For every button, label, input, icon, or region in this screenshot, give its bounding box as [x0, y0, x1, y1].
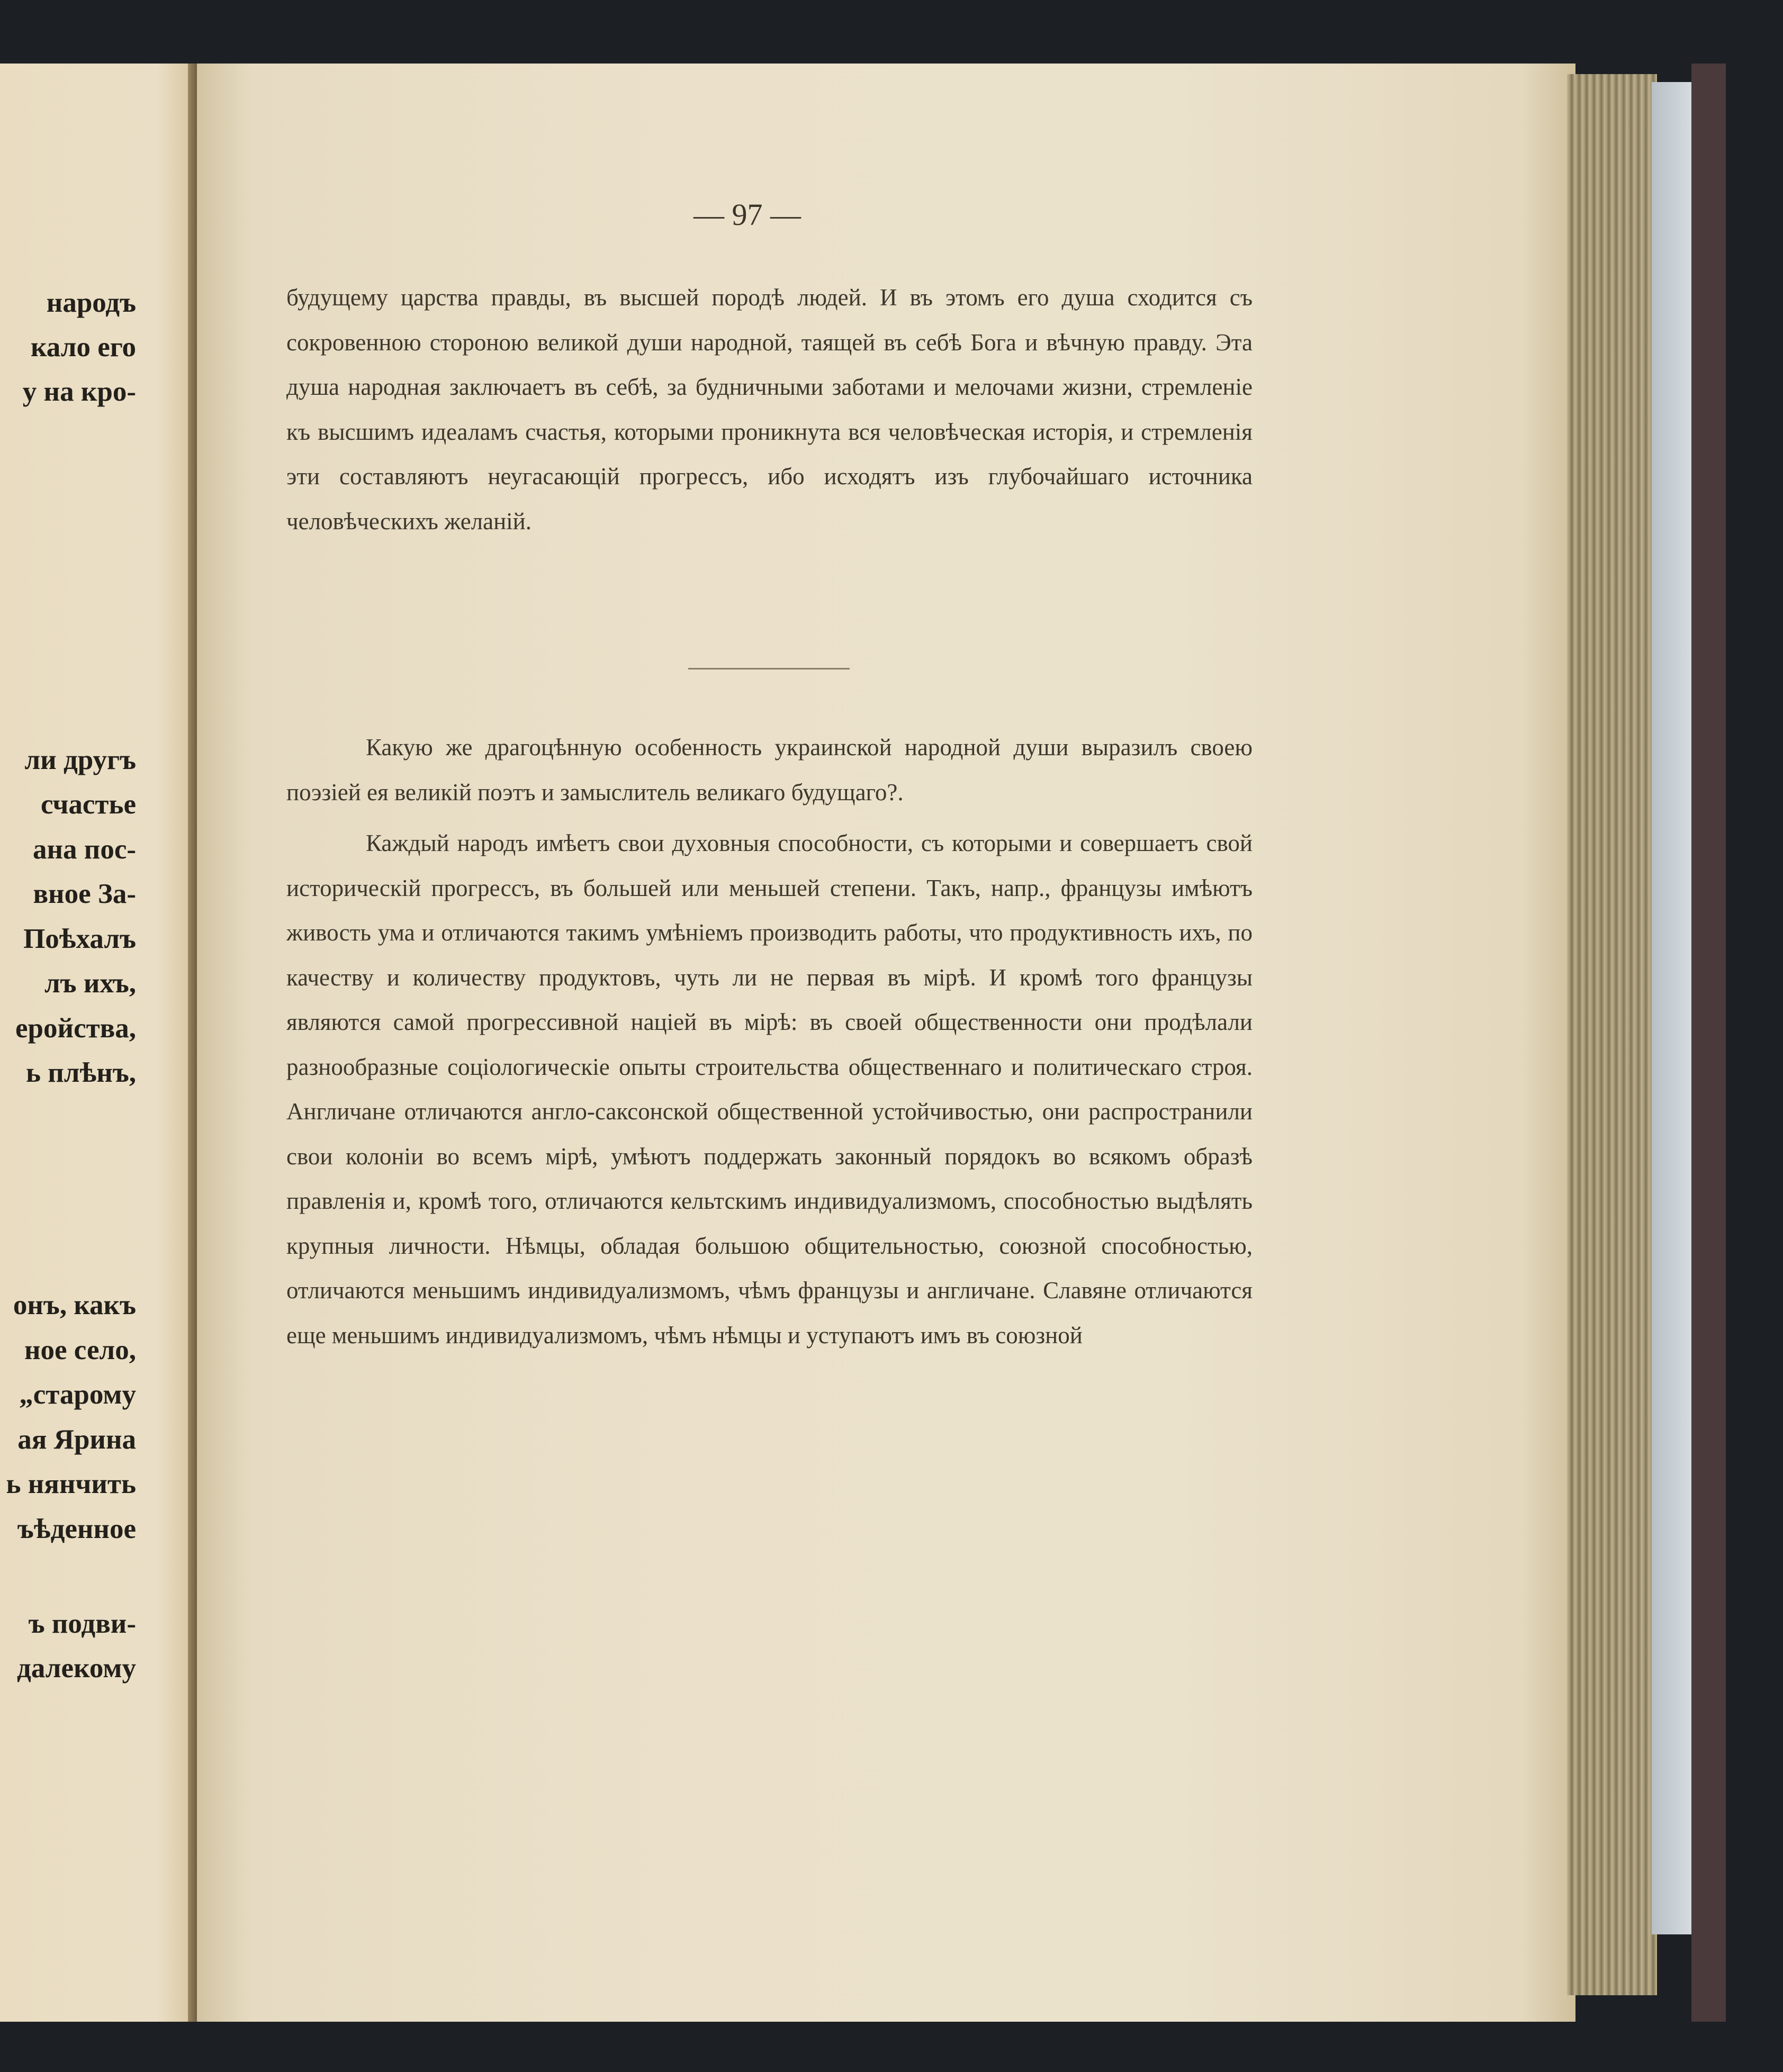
left-text-line: кало его [31, 332, 136, 363]
page-edges [1567, 74, 1657, 1995]
cover-board-edge [1652, 82, 1694, 1934]
page-number: — 97 — [694, 197, 801, 232]
section-divider [688, 668, 850, 669]
left-text-line: еройства, [15, 1013, 136, 1044]
left-text-line: ь нянчить [6, 1469, 136, 1499]
paragraph: Какую же драгоцѣнную особенность украинской народной души выразилъ своею поэзіей ея великій поэтъ и замыслитель великаго будущаго?. [286, 734, 1253, 806]
left-text-line: у на кро- [22, 376, 136, 407]
left-text-line: лъ ихъ, [44, 968, 136, 999]
left-text-line: народъ [46, 287, 136, 318]
left-text-line: ь плѣнъ, [25, 1057, 136, 1088]
left-text-line: ъѣденное [17, 1514, 136, 1544]
left-text-line: ая Ярина [17, 1424, 136, 1455]
left-text-line: ана пос- [33, 834, 136, 865]
left-text-line: вное За- [33, 879, 136, 909]
left-text-line: счастье [41, 789, 136, 820]
previous-page [0, 64, 209, 2022]
paragraph-block-2 [286, 725, 1253, 1358]
paragraph: будущему царства правды, въ высшей породѣ людей. И въ этомъ его душа сходится съ сокровенною стороною великой души народной, таящей въ себѣ Бога и вѣчную правду. Эта душа народная заключаетъ въ себѣ, за будничными заботами и мелочами жизни, стремленіе къ высшимъ идеаламъ счастья, которыми проникнута вся человѣческая исторія, и стремленія эти составляютъ неугасающій прогрессъ, ибо исходятъ изъ глубочайшаго источника человѣческихъ желаній. [286, 284, 1253, 535]
book-cover [1691, 64, 1726, 2022]
paragraph: Каждый народъ имѣетъ свои духовныя способности, съ которыми и совершаетъ свой историческій прогрессъ, въ большей или меньшей степени. Такъ, напр., французы имѣютъ живость ума и отличаются такимъ умѣніемъ производить работы, что продуктивность ихъ, по качеству и количеству продуктовъ, чуть ли не первая въ мірѣ. И кромѣ того французы являются самой прогрессивной націей въ мірѣ: въ своей общественности они продѣлали разнообразные соціологическіе опыты строительства общественнаго и политическаго строя. Англичане отличаются англо-саксонской общественной устойчивостью, они распространили свои колоніи во всемъ мірѣ, умѣютъ поддержать законный порядокъ во всякомъ образѣ правленія и, кромѣ того, отличаются кельтскимъ индивидуализмомъ, способностью выдѣлять крупныя личности. Нѣмцы, обладая большою общительностью, союзной способностью, отличаются меньшимъ индивидуализмомъ, чѣмъ французы и англичане. Славяне отличаются еще меньшимъ индивидуализмомъ, чѣмъ нѣмцы и уступаютъ имъ въ союзной [286, 830, 1253, 1349]
left-text-line: ли другъ [24, 745, 136, 775]
left-text-line: ное село, [24, 1335, 136, 1365]
left-text-line: далекому [17, 1653, 136, 1684]
paragraph-block-1 [286, 275, 1253, 544]
left-text-line: онъ, какъ [13, 1290, 136, 1320]
left-text-line: Поѣхалъ [23, 924, 136, 954]
left-text-line: „старому [19, 1379, 136, 1410]
left-text-line: ъ подви- [28, 1608, 136, 1639]
